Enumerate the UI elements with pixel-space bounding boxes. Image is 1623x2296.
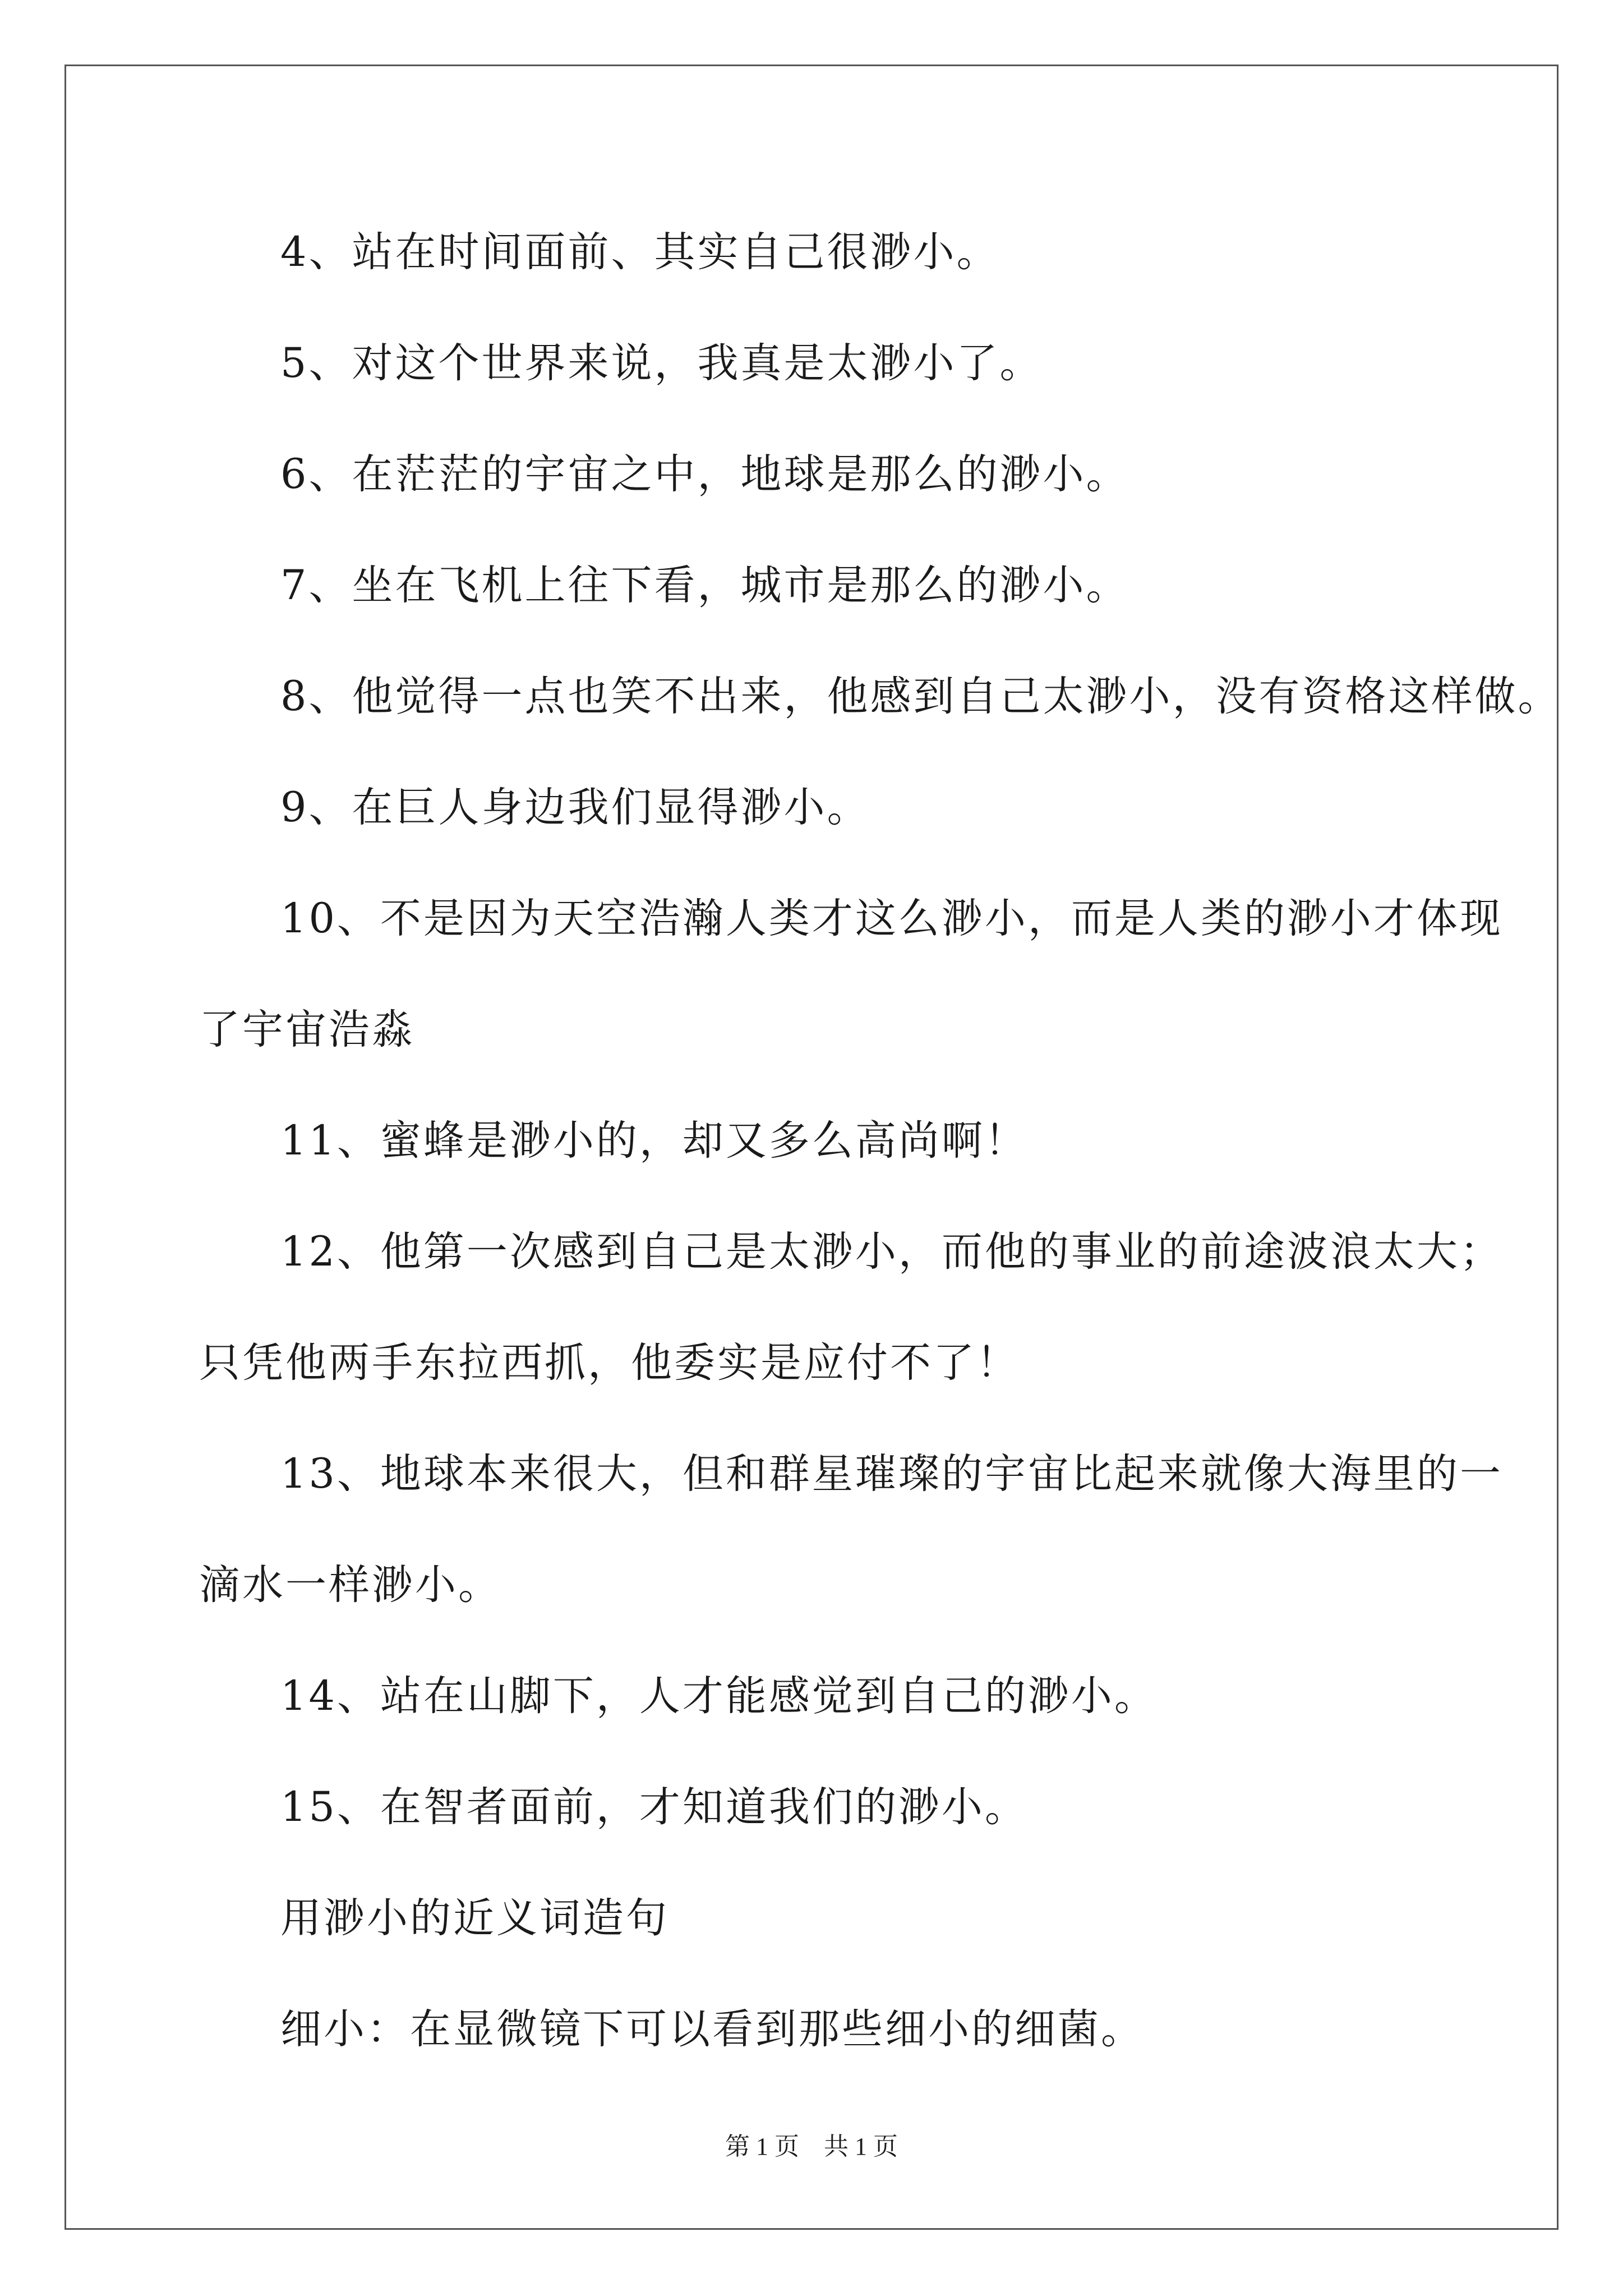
sentence-8: 8、他觉得一点也笑不出来，他感到自己太渺小，没有资格这样做。	[280, 673, 1561, 720]
sentence-10-line-2: 了宇宙浩淼	[199, 1006, 415, 1053]
sentence-5: 5、对这个世界来说，我真是太渺小了。	[280, 339, 1043, 387]
synonym-heading: 用渺小的近义词造句	[280, 1894, 669, 1942]
synonym-example: 细小：在显微镜下可以看到那些细小的细菌。	[280, 2005, 1144, 2053]
sentence-13-line-2: 滴水一样渺小。	[199, 1561, 501, 1609]
sentence-14: 14、站在山脚下，人才能感觉到自己的渺小。	[280, 1672, 1158, 1720]
sentence-15: 15、在智者面前，才知道我们的渺小。	[280, 1783, 1028, 1831]
sentence-7: 7、坐在飞机上往下看，城市是那么的渺小。	[280, 562, 1129, 609]
sentence-11: 11、蜜蜂是渺小的，却又多么高尚啊！	[280, 1117, 1028, 1165]
sentence-13-line-1: 13、地球本来很大，但和群星璀璨的宇宙比起来就像大海里的一	[280, 1450, 1503, 1498]
sentence-9: 9、在巨人身边我们显得渺小。	[280, 784, 870, 831]
sentence-10-line-1: 10、不是因为天空浩瀚人类才这么渺小，而是人类的渺小才体现	[280, 895, 1503, 942]
page-footer: 第 1 页 共 1 页	[725, 2133, 898, 2160]
sentence-12-line-1: 12、他第一次感到自己是太渺小，而他的事业的前途波浪太大；	[280, 1228, 1503, 1276]
sentence-4: 4、站在时间面前、其实自己很渺小。	[280, 228, 1000, 276]
sentence-12-line-2: 只凭他两手东拉西抓，他委实是应付不了！	[199, 1339, 1020, 1387]
sentence-6: 6、在茫茫的宇宙之中，地球是那么的渺小。	[280, 450, 1129, 498]
